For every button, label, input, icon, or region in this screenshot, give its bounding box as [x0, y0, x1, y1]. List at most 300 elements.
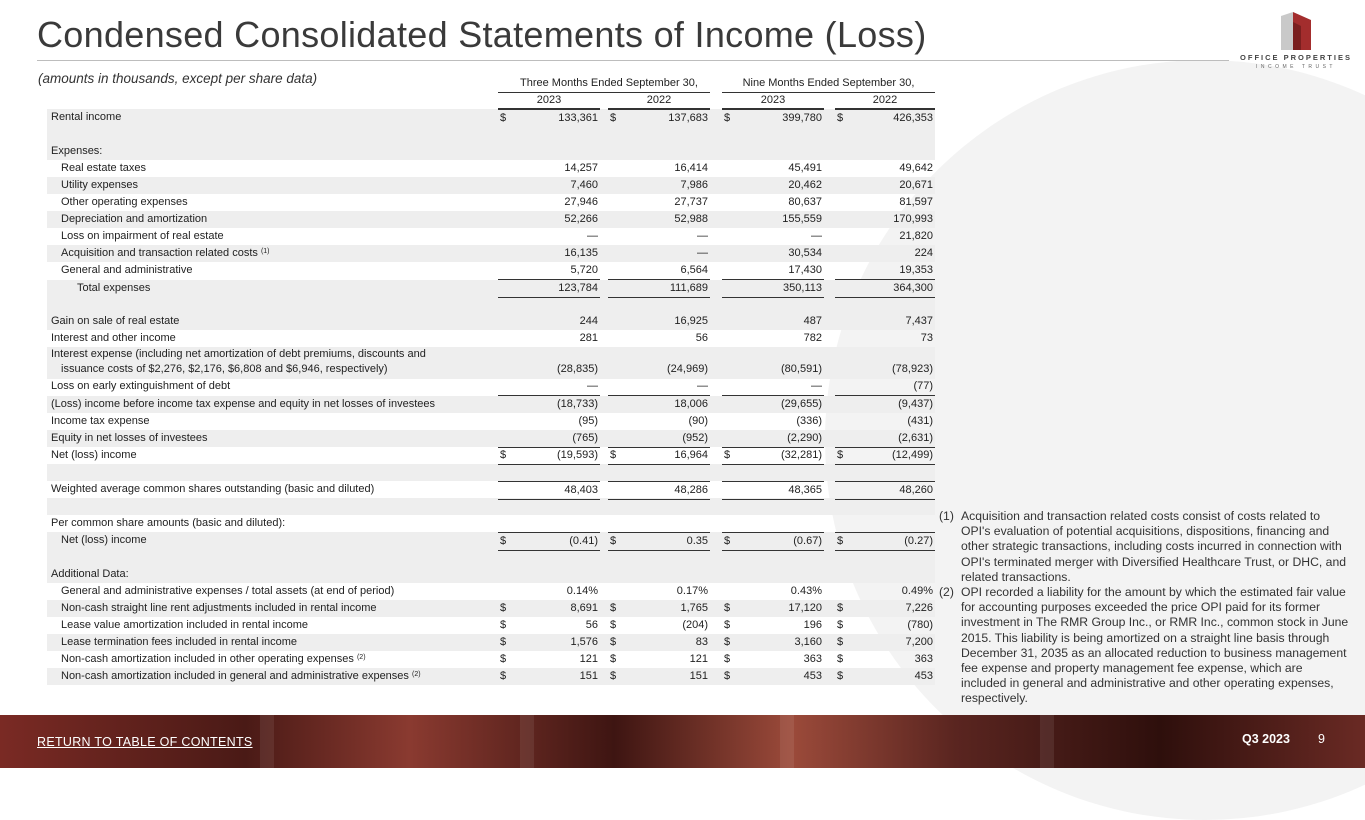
cell-value: 81,597 [899, 196, 933, 208]
row-label-text: Acquisition and transaction related costs [61, 247, 258, 259]
dollar-sign: $ [724, 636, 731, 648]
dollar-sign: $ [837, 112, 844, 124]
value-cell [835, 600, 935, 617]
cell-value: (95) [578, 415, 598, 427]
cell-value: 20,671 [899, 179, 933, 191]
value-cell [498, 430, 600, 448]
value-cell [608, 396, 710, 413]
header-year: 2023 [536, 94, 562, 106]
cell-value: 1,765 [680, 602, 708, 614]
row-label-text: Weighted average common shares outstanding (basic and diluted) [51, 483, 375, 495]
dollar-sign: $ [500, 653, 507, 665]
dollar-sign: $ [837, 653, 844, 665]
brand-line2: INCOME TRUST [1256, 64, 1336, 70]
row-label-text: (Loss) income before income tax expense and equity in net losses of investees [51, 398, 435, 410]
cell-value: (431) [907, 415, 933, 427]
value-cell [722, 362, 824, 379]
row-label-text: Equity in net losses of investees [51, 432, 208, 444]
table-row [47, 177, 935, 194]
cell-value: 14,257 [564, 162, 598, 174]
dollar-sign: $ [610, 535, 617, 547]
value-cell [835, 668, 935, 685]
spacer-row [47, 498, 935, 515]
footer-photo-highlight [260, 715, 274, 768]
cell-value: 281 [579, 332, 598, 344]
row-label-text: Per common share amounts (basic and diluted): [51, 517, 286, 529]
value-cell [498, 515, 600, 532]
row-label-text: Loss on early extinguishment of debt [51, 380, 231, 392]
value-cell [835, 143, 935, 160]
cell-value: 7,460 [570, 179, 598, 191]
value-cell [835, 447, 935, 465]
value-cell [608, 143, 710, 160]
footer-photo-highlight [520, 715, 534, 768]
header-three-months: Three Months Ended September 30, [520, 77, 698, 89]
row-label [61, 160, 146, 177]
cell-value: (28,835) [557, 363, 598, 375]
value-cell [722, 330, 824, 347]
row-label [77, 280, 150, 297]
value-cell [608, 313, 710, 330]
value-cell [608, 160, 710, 177]
table-row [47, 600, 935, 617]
cell-value: 0.14% [566, 585, 598, 597]
cell-value: 27,946 [564, 196, 598, 208]
value-cell [722, 651, 824, 668]
dollar-sign: $ [724, 535, 731, 547]
value-cell [722, 600, 824, 617]
cell-value: 8,691 [570, 602, 598, 614]
value-cell [722, 313, 824, 330]
cell-value: 30,534 [788, 247, 822, 259]
row-label-text: Income tax expense [51, 415, 150, 427]
row-label [61, 583, 394, 600]
value-cell [608, 668, 710, 685]
cell-value: (12,499) [892, 449, 933, 461]
row-label-text: Rental income [51, 111, 122, 123]
value-cell [722, 211, 824, 228]
value-cell [835, 396, 935, 413]
row-label [61, 651, 366, 668]
value-cell [722, 245, 824, 262]
value-cell [498, 413, 600, 430]
value-cell [498, 160, 600, 177]
row-label [61, 262, 192, 279]
cell-value: 224 [914, 247, 933, 259]
cell-value: 426,353 [893, 112, 933, 124]
value-cell [835, 245, 935, 262]
value-cell [835, 566, 935, 583]
footnotes [939, 509, 1351, 707]
value-cell [722, 583, 824, 600]
value-cell [608, 194, 710, 211]
cell-value: 363 [803, 653, 822, 665]
dollar-sign: $ [724, 112, 731, 124]
row-label [51, 330, 176, 347]
value-cell [835, 532, 935, 551]
value-cell [722, 262, 824, 280]
dollar-sign: $ [610, 449, 617, 461]
cell-value: 45,491 [788, 162, 822, 174]
value-cell [608, 330, 710, 347]
value-cell [498, 262, 600, 280]
row-label [51, 515, 285, 532]
cell-value: 52,988 [674, 213, 708, 225]
table-row [47, 262, 935, 279]
value-cell [498, 481, 600, 500]
value-cell [608, 211, 710, 228]
value-cell [722, 177, 824, 194]
value-cell [722, 413, 824, 430]
cell-value: 5,720 [570, 264, 598, 276]
footnote-ref: (2) [411, 671, 421, 678]
value-cell [608, 177, 710, 194]
dollar-sign: $ [610, 619, 617, 631]
footer-photo-highlight [1040, 715, 1054, 768]
cell-value: (2,631) [898, 432, 933, 444]
cell-value: 244 [579, 315, 598, 327]
cell-value: 155,559 [782, 213, 822, 225]
cell-value: — [697, 380, 708, 392]
value-cell [722, 228, 824, 245]
value-cell [498, 634, 600, 651]
table-row [47, 430, 935, 447]
value-cell [835, 583, 935, 600]
footnote-number: (2) [939, 585, 954, 600]
value-cell [835, 617, 935, 634]
value-cell [608, 651, 710, 668]
row-label-text: General and administrative expenses / total assets (at end of period) [61, 585, 395, 597]
cell-value: — [697, 247, 708, 259]
row-label [61, 245, 270, 262]
dollar-sign: $ [610, 636, 617, 648]
footnote-number: (1) [939, 509, 954, 523]
cell-value: 1,576 [570, 636, 598, 648]
value-cell [722, 532, 824, 551]
value-cell [608, 280, 710, 298]
cell-value: (19,593) [557, 449, 598, 461]
row-label-text: Interest expense (including net amortization of debt premiums, discounts and [51, 348, 426, 360]
cell-value: 399,780 [782, 112, 822, 124]
return-to-toc-link[interactable]: RETURN TO TABLE OF CONTENTS [37, 735, 253, 749]
value-cell [608, 566, 710, 583]
cell-value: (18,733) [557, 398, 598, 410]
value-cell [722, 280, 824, 298]
cell-value: (78,923) [892, 363, 933, 375]
cell-value: 7,986 [680, 179, 708, 191]
row-label-text: Interest and other income [51, 332, 176, 344]
cell-value: (2,290) [787, 432, 822, 444]
cell-value: 56 [695, 332, 708, 344]
value-cell [498, 245, 600, 262]
dollar-sign: $ [500, 112, 507, 124]
cell-value: (9,437) [898, 398, 933, 410]
cell-value: 17,430 [788, 264, 822, 276]
value-cell [608, 515, 710, 532]
value-cell [722, 194, 824, 211]
cell-value: 16,964 [674, 449, 708, 461]
cell-value: 364,300 [893, 282, 933, 294]
cell-value: 123,784 [558, 282, 598, 294]
page-number: 9 [1318, 732, 1325, 746]
value-cell [498, 532, 600, 551]
dollar-sign: $ [724, 619, 731, 631]
footnote-text: Acquisition and transaction related costs consist of costs related to OPI's evaluation of potential acquisitions, dispositions, financing and other strategic transactions, including costs incurred in connection with OPI's terminated merger with Diversified Healthcare Trust, or DHC, and related transactions. [961, 509, 1347, 584]
table-row [47, 447, 935, 464]
cell-value: (780) [907, 619, 933, 631]
value-cell [722, 566, 824, 583]
value-cell [722, 430, 824, 448]
cell-value: 19,353 [899, 264, 933, 276]
footnote-text: OPI recorded a liability for the amount by which the estimated fair value for accounting purposes exceeded the price OPI paid for its former investment in The RMR Group Inc., or RMR Inc., common stock in June 2015. This liability is being amortized on a straight line basis through December 31, 2035 as an allocated reduction to business management fee expense and property management fee expense, which are included in general and administrative and other operating expenses, respectively. [961, 585, 1349, 706]
cell-value: 48,403 [564, 484, 598, 496]
cell-value: (952) [682, 432, 708, 444]
value-cell [722, 447, 824, 465]
row-label [51, 566, 129, 583]
value-cell [608, 600, 710, 617]
value-cell [608, 447, 710, 465]
cell-value: 350,113 [783, 282, 822, 294]
value-cell [498, 617, 600, 634]
value-cell [835, 177, 935, 194]
row-label [61, 194, 188, 211]
table-row [47, 330, 935, 347]
dollar-sign: $ [610, 670, 617, 682]
cell-value: (765) [572, 432, 598, 444]
value-cell [835, 280, 935, 298]
value-cell [498, 566, 600, 583]
dollar-sign: $ [500, 602, 507, 614]
value-cell [835, 362, 935, 379]
cell-value: 20,462 [788, 179, 822, 191]
dollar-sign: $ [610, 602, 617, 614]
cell-value: (80,591) [781, 363, 822, 375]
cell-value: 6,564 [680, 264, 708, 276]
header-year: 2022 [872, 94, 898, 106]
quarter-label: Q3 2023 [1242, 732, 1290, 746]
value-cell [722, 515, 824, 532]
value-cell [498, 600, 600, 617]
table-row [47, 378, 935, 395]
dollar-sign: $ [500, 535, 507, 547]
value-cell [608, 109, 710, 127]
row-label [51, 413, 149, 430]
cell-value: — [587, 380, 598, 392]
cell-value: (24,969) [667, 363, 708, 375]
value-cell [498, 447, 600, 465]
value-cell [498, 109, 600, 127]
cell-value: 111,689 [669, 282, 708, 294]
row-label-text: Loss on impairment of real estate [61, 230, 224, 242]
value-cell [835, 313, 935, 330]
row-label [51, 447, 137, 464]
value-cell [835, 109, 935, 127]
cell-value: 48,365 [788, 484, 822, 496]
brand-line1: OFFICE PROPERTIES [1240, 53, 1352, 62]
row-label-text: Other operating expenses [61, 196, 188, 208]
cell-value: 52,266 [564, 213, 598, 225]
cell-value: 121 [689, 653, 708, 665]
row-label-text: Non-cash straight line rent adjustments included in rental income [61, 602, 377, 614]
value-cell [498, 583, 600, 600]
value-cell [608, 617, 710, 634]
row-label [51, 313, 179, 330]
cell-value: 16,925 [674, 315, 708, 327]
row-label-text: Additional Data: [51, 568, 129, 580]
table-row [47, 481, 935, 498]
value-cell [722, 143, 824, 160]
value-cell [722, 160, 824, 177]
value-cell [608, 378, 710, 396]
value-cell [722, 481, 824, 500]
table-row [47, 396, 935, 413]
cell-value: 363 [914, 653, 933, 665]
cell-value: (32,281) [781, 449, 822, 461]
cell-value: 73 [920, 332, 933, 344]
cell-value: (0.41) [569, 535, 598, 547]
page-title: Condensed Consolidated Statements of Income (Loss) [37, 14, 927, 55]
cell-value: 0.49% [901, 585, 933, 597]
cell-value: 151 [689, 670, 708, 682]
value-cell [498, 668, 600, 685]
table-row [47, 160, 935, 177]
table-row [47, 532, 935, 549]
dollar-sign: $ [724, 653, 731, 665]
cell-value: 16,135 [564, 247, 598, 259]
row-label [61, 211, 207, 228]
spacer-row [47, 126, 935, 143]
value-cell [608, 245, 710, 262]
value-cell [722, 668, 824, 685]
subtitle: (amounts in thousands, except per share data) [38, 71, 318, 86]
row-label-text: Utility expenses [61, 179, 139, 191]
cell-value: 170,993 [893, 213, 933, 225]
value-cell [498, 211, 600, 228]
cell-value: 7,437 [905, 315, 933, 327]
value-cell [498, 378, 600, 396]
dollar-sign: $ [500, 449, 507, 461]
table-row [47, 515, 935, 532]
row-label-text: Non-cash amortization included in general and administrative expenses [61, 670, 409, 682]
cell-value: 453 [803, 670, 822, 682]
row-label-text: Non-cash amortization included in other operating expenses [61, 653, 354, 665]
table-row [47, 413, 935, 430]
cell-value: 3,160 [794, 636, 822, 648]
table-row [47, 651, 935, 668]
header-year: 2022 [646, 94, 672, 106]
cell-value: (29,655) [781, 398, 822, 410]
footnote [939, 509, 1351, 585]
value-cell [498, 396, 600, 413]
value-cell [722, 109, 824, 127]
value-cell [498, 362, 600, 379]
table-row [47, 228, 935, 245]
dollar-sign: $ [837, 602, 844, 614]
value-cell [608, 413, 710, 430]
cell-value: (0.27) [904, 535, 933, 547]
value-cell [608, 362, 710, 379]
cell-value: 83 [695, 636, 708, 648]
value-cell [608, 430, 710, 448]
value-cell [835, 378, 935, 396]
cell-value: 16,414 [674, 162, 708, 174]
row-label [61, 600, 377, 617]
value-cell [498, 313, 600, 330]
cell-value: (204) [682, 619, 708, 631]
table-row [47, 634, 935, 651]
row-label-text: Real estate taxes [61, 162, 146, 174]
cell-value: 17,120 [788, 602, 822, 614]
cell-value: 0.43% [790, 585, 822, 597]
cell-value: 7,200 [905, 636, 933, 648]
footnote [939, 585, 1351, 707]
header-rule-three-months [498, 92, 710, 93]
dollar-sign: $ [724, 602, 731, 614]
row-label [51, 481, 374, 498]
table-row [47, 194, 935, 211]
dollar-sign: $ [837, 535, 844, 547]
value-cell [835, 330, 935, 347]
row-label-text: General and administrative [61, 264, 193, 276]
value-cell [835, 634, 935, 651]
value-cell [498, 280, 600, 298]
cell-value: — [587, 230, 598, 242]
cell-value: 0.17% [676, 585, 708, 597]
value-cell [608, 634, 710, 651]
row-label [51, 143, 102, 160]
value-cell [722, 634, 824, 651]
row-label [61, 228, 224, 245]
value-cell [498, 651, 600, 668]
row-label [61, 177, 138, 194]
row-label [61, 668, 421, 685]
value-cell [498, 143, 600, 160]
table-row [47, 109, 935, 126]
cell-value: — [811, 380, 822, 392]
row-label-text: Lease termination fees included in rental income [61, 636, 298, 648]
row-label-text: Net (loss) income [61, 534, 147, 546]
value-cell [835, 413, 935, 430]
value-cell [722, 396, 824, 413]
cell-value: 487 [803, 315, 822, 327]
cell-value: 7,226 [905, 602, 933, 614]
dollar-sign: $ [837, 670, 844, 682]
table-row [47, 668, 935, 685]
footer-bar [0, 715, 1365, 768]
table-row [47, 211, 935, 228]
cell-value: 151 [579, 670, 598, 682]
spacer-row [47, 464, 935, 481]
value-cell [835, 515, 935, 532]
cell-value: 453 [914, 670, 933, 682]
value-cell [608, 262, 710, 280]
row-label [61, 634, 297, 651]
row-label [51, 430, 208, 447]
footnote-ref: (1) [260, 248, 270, 255]
cell-value: (336) [796, 415, 822, 427]
table-row [47, 583, 935, 600]
cell-value: — [811, 230, 822, 242]
dollar-sign: $ [500, 636, 507, 648]
row-label-text: Gain on sale of real estate [51, 315, 180, 327]
cell-value: 27,737 [674, 196, 708, 208]
value-cell [498, 177, 600, 194]
value-cell [835, 211, 935, 228]
table-row [47, 347, 935, 379]
dollar-sign: $ [500, 670, 507, 682]
value-cell [835, 430, 935, 448]
value-cell [835, 481, 935, 500]
